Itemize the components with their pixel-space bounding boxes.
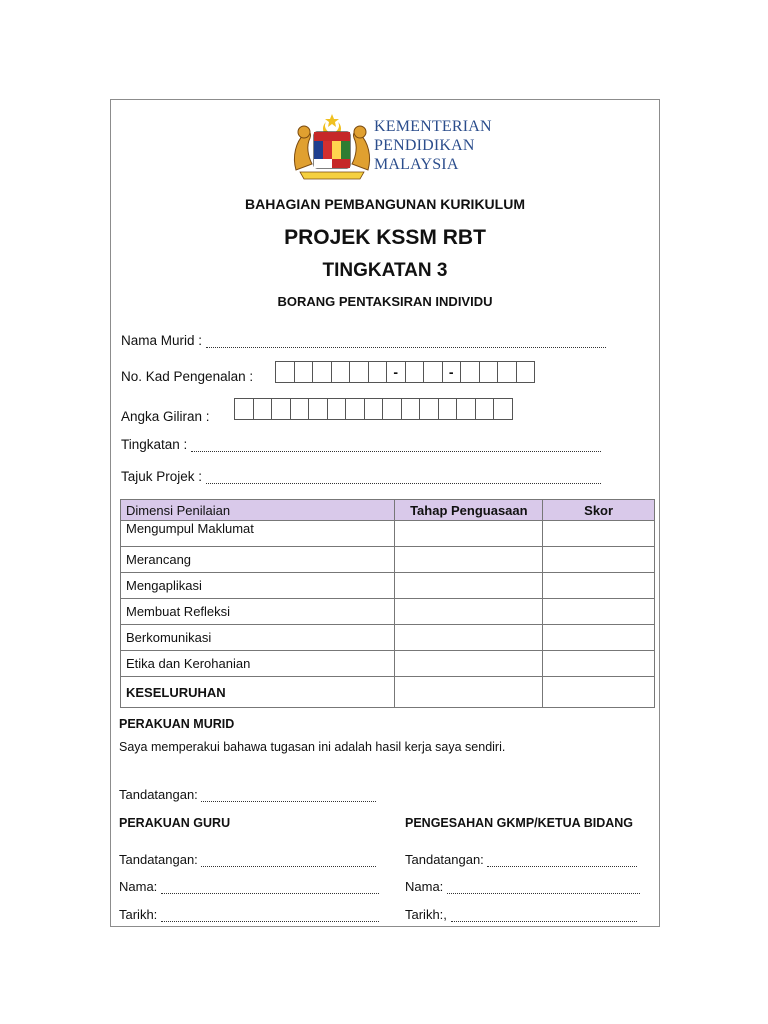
column-header-level: Tahap Penguasaan xyxy=(395,500,543,521)
endorsement-name-field[interactable] xyxy=(447,881,640,894)
teacher-name-row xyxy=(119,879,379,894)
student-declaration-statement: Saya memperakui bahawa tugasan ini adalah hasil kerja saya sendiri. xyxy=(119,740,506,754)
teacher-signature-label: Tandatangan: xyxy=(119,852,198,867)
dimension-cell: Berkomunikasi xyxy=(121,625,395,651)
student-signature-field[interactable] xyxy=(201,789,376,802)
level-field[interactable] xyxy=(191,439,601,452)
dimension-cell: Etika dan Kerohanian xyxy=(121,651,395,677)
ic-digit-box[interactable] xyxy=(368,361,388,383)
level-label: Tingkatan : xyxy=(121,437,188,452)
endorsement-date-field[interactable] xyxy=(451,909,637,922)
index-digit-box[interactable] xyxy=(253,398,273,420)
division-heading: BAHAGIAN PEMBANGUNAN KURIKULUM xyxy=(245,196,525,212)
table-row xyxy=(121,651,655,677)
project-title-label: Tajuk Projek : xyxy=(121,469,203,484)
level-cell[interactable] xyxy=(395,599,543,625)
form-level-heading: TINGKATAN 3 xyxy=(322,260,448,281)
student-signature-row xyxy=(119,787,376,802)
index-digit-box[interactable] xyxy=(438,398,458,420)
score-cell[interactable] xyxy=(543,651,655,677)
form-title: BORANG PENTAKSIRAN INDIVIDU xyxy=(277,294,493,309)
endorsement-title: PENGESAHAN GKMP/KETUA BIDANG xyxy=(405,816,634,830)
column-header-dimension: Dimensi Penilaian xyxy=(121,500,395,521)
logo-line-2: PENDIDIKAN xyxy=(374,137,475,154)
student-name-label: Nama Murid : xyxy=(121,333,203,348)
table-header-row xyxy=(121,500,655,521)
student-name-field[interactable] xyxy=(206,335,606,348)
index-digit-box[interactable] xyxy=(382,398,402,420)
teacher-signature-row xyxy=(119,852,376,867)
teacher-name-label: Nama: xyxy=(119,879,158,894)
level-cell[interactable] xyxy=(395,625,543,651)
index-number-label: Angka Giliran : xyxy=(121,409,210,424)
ic-digit-box[interactable] xyxy=(294,361,314,383)
endorsement-name-row xyxy=(405,879,640,894)
endorsement-date-row xyxy=(405,907,637,922)
logo-line-3: MALAYSIA xyxy=(374,156,459,173)
ic-digit-box[interactable] xyxy=(349,361,369,383)
endorsement-signature-field[interactable] xyxy=(487,854,637,867)
ic-digit-box[interactable] xyxy=(423,361,443,383)
score-cell[interactable] xyxy=(543,625,655,651)
index-digit-box[interactable] xyxy=(308,398,328,420)
total-score-cell[interactable] xyxy=(543,677,655,708)
student-signature-label: Tandatangan: xyxy=(119,787,198,802)
level-cell[interactable] xyxy=(395,651,543,677)
ic-digit-box[interactable] xyxy=(460,361,480,383)
table-row xyxy=(121,521,655,547)
index-digit-box[interactable] xyxy=(401,398,421,420)
index-digit-box[interactable] xyxy=(364,398,384,420)
ic-digit-box[interactable] xyxy=(331,361,351,383)
ic-separator: - xyxy=(386,361,406,383)
dimension-cell: Mengumpul Maklumat xyxy=(121,521,395,547)
teacher-date-field[interactable] xyxy=(161,909,379,922)
ic-digit-box[interactable] xyxy=(312,361,332,383)
logo-line-1: KEMENTERIAN xyxy=(374,118,492,135)
teacher-declaration-title: PERAKUAN GURU xyxy=(119,816,231,830)
ic-number-boxes[interactable] xyxy=(275,361,534,383)
score-cell[interactable] xyxy=(543,547,655,573)
level-row xyxy=(121,437,601,452)
teacher-name-field[interactable] xyxy=(161,881,379,894)
coat-of-arms-icon xyxy=(290,112,374,180)
index-digit-box[interactable] xyxy=(475,398,495,420)
endorsement-date-label: Tarikh:, xyxy=(405,907,447,922)
index-digit-box[interactable] xyxy=(271,398,291,420)
index-digit-box[interactable] xyxy=(345,398,365,420)
ic-digit-box[interactable] xyxy=(275,361,295,383)
index-digit-box[interactable] xyxy=(419,398,439,420)
assessment-table xyxy=(120,499,655,708)
index-digit-box[interactable] xyxy=(290,398,310,420)
teacher-signature-field[interactable] xyxy=(201,854,376,867)
level-cell[interactable] xyxy=(395,521,543,547)
index-digit-box[interactable] xyxy=(456,398,476,420)
total-label: KESELURUHAN xyxy=(121,677,395,708)
index-digit-box[interactable] xyxy=(234,398,254,420)
dimension-cell: Mengaplikasi xyxy=(121,573,395,599)
ic-digit-box[interactable] xyxy=(516,361,536,383)
total-level-cell[interactable] xyxy=(395,677,543,708)
score-cell[interactable] xyxy=(543,599,655,625)
ic-digit-box[interactable] xyxy=(405,361,425,383)
endorsement-signature-label: Tandatangan: xyxy=(405,852,484,867)
ic-digit-box[interactable] xyxy=(497,361,517,383)
column-header-score: Skor xyxy=(543,500,655,521)
teacher-date-row xyxy=(119,907,379,922)
ministry-logo xyxy=(290,112,500,182)
level-cell[interactable] xyxy=(395,573,543,599)
ic-separator: - xyxy=(442,361,462,383)
dimension-cell: Merancang xyxy=(121,547,395,573)
teacher-date-label: Tarikh: xyxy=(119,907,158,922)
score-cell[interactable] xyxy=(543,521,655,547)
project-title-row xyxy=(121,469,601,484)
ic-label: No. Kad Pengenalan : xyxy=(121,369,254,384)
ic-digit-box[interactable] xyxy=(479,361,499,383)
table-row xyxy=(121,625,655,651)
student-name-row xyxy=(121,333,606,348)
endorsement-signature-row xyxy=(405,852,637,867)
student-declaration-title: PERAKUAN MURID xyxy=(119,717,235,731)
index-number-boxes[interactable] xyxy=(234,398,512,420)
table-row xyxy=(121,599,655,625)
endorsement-name-label: Nama: xyxy=(405,879,444,894)
table-total-row xyxy=(121,677,655,708)
score-cell[interactable] xyxy=(543,573,655,599)
index-digit-box[interactable] xyxy=(327,398,347,420)
table-row xyxy=(121,547,655,573)
dimension-cell: Membuat Refleksi xyxy=(121,599,395,625)
index-digit-box[interactable] xyxy=(493,398,513,420)
project-title: PROJEK KSSM RBT xyxy=(284,226,486,249)
level-cell[interactable] xyxy=(395,547,543,573)
project-title-field[interactable] xyxy=(206,471,601,484)
table-row xyxy=(121,573,655,599)
